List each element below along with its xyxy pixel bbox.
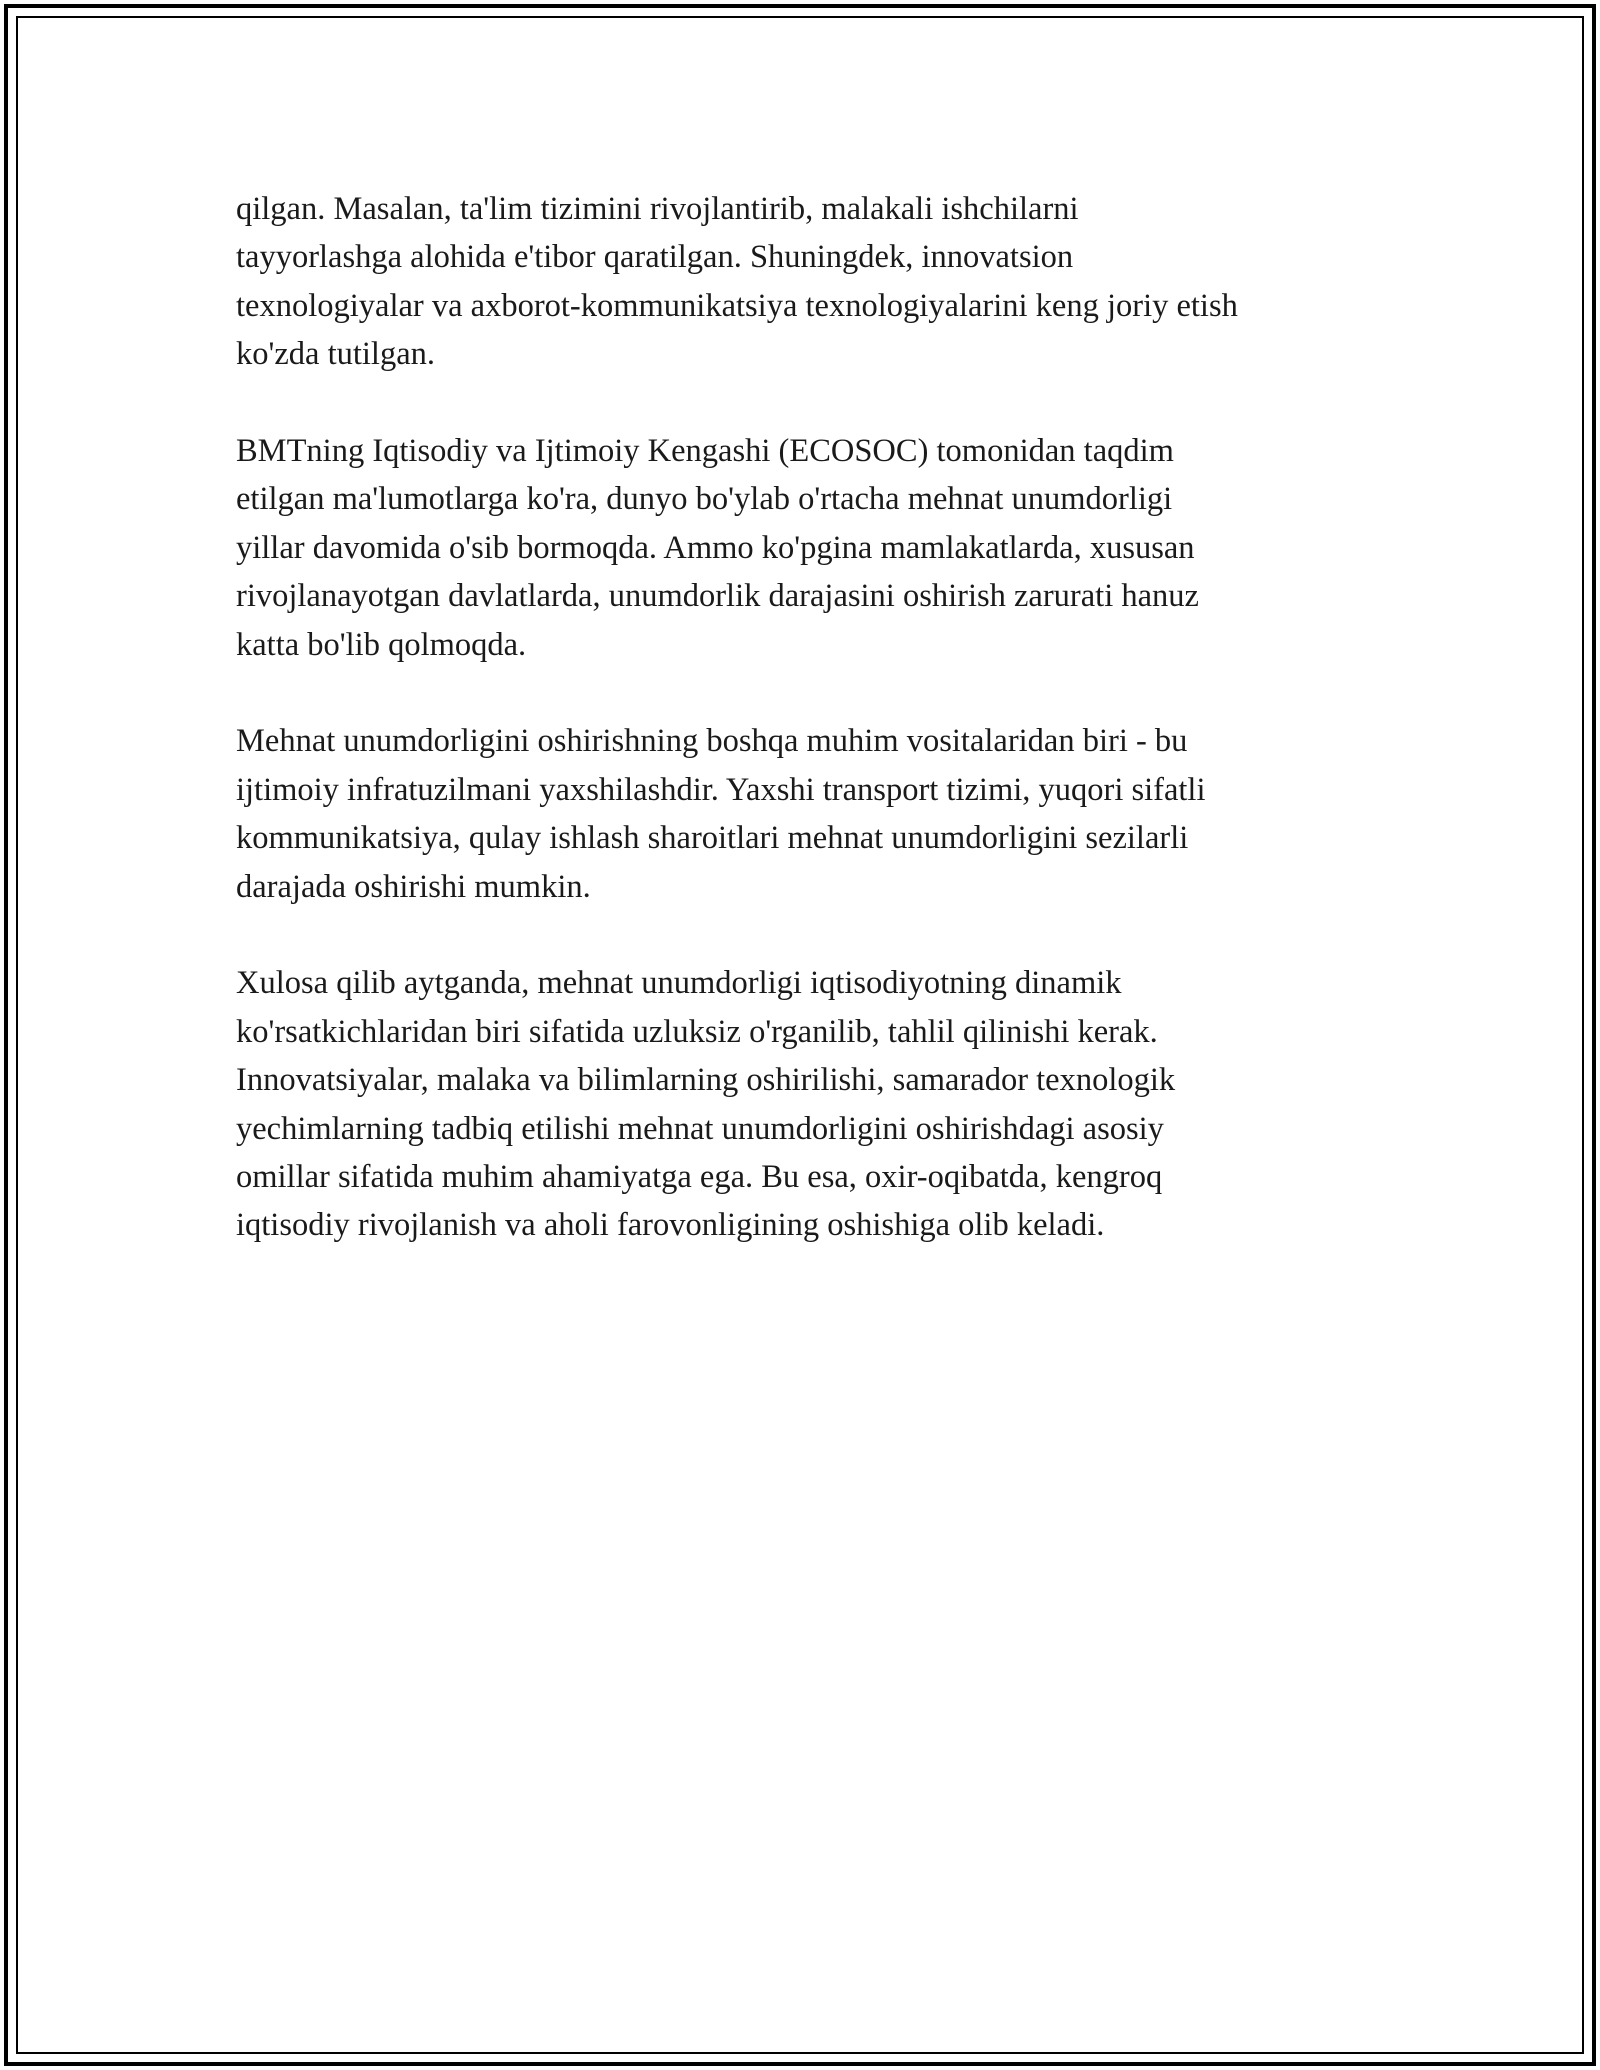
paragraph-1: qilgan. Masalan, ta'lim tizimini rivojlantirib, malakali ishchilarni tayyorlashga alohida e'tibor qaratilgan. Shuningdek, innovatsion texnologiyalar va axborot-kommunikatsiya texnologiyalarini keng joriy etish ko'zda tutilgan. — [236, 191, 1238, 373]
paragraph-3: Mehnat unumdorligini oshirishning boshqa muhim vositalaridan biri - bu ijtimoiy infratuzilmani yaxshilashdir. Yaxshi transport tizimi, yuqori sifatli kommunikatsiya, qulay ishlash sharoitlari mehnat unumdorligini sezilarli darajada oshirishi mumkin. — [236, 723, 1206, 905]
paragraph-2: BMTning Iqtisodiy va Ijtimoiy Kengashi (ECOSOC) tomonidan taqdim etilgan ma'lumotlarga ko'ra, dunyo bo'ylab o'rtacha mehnat unumdorligi yillar davomida o'sib bormoqda. Ammo ko'pgina mamlakatlarda, xususan rivojlanayotgan davlatlarda, unumdorlik darajasini oshirish zarurati hanuz katta bo'lib qolmoqda. — [236, 433, 1199, 663]
document-body — [236, 185, 1376, 1298]
paragraph-4: Xulosa qilib aytganda, mehnat unumdorligi iqtisodiyotning dinamik ko'rsatkichlaridan biri sifatida uzluksiz o'rganilib, tahlil qilinishi kerak. Innovatsiyalar, malaka va bilimlarning oshirilishi, samarador texnologik yechimlarning tadbiq etilishi mehnat unumdorligini oshirishdagi asosiy omillar sifatida muhim ahamiyatga ega. Bu esa, oxir-oqibatda, kengroq iqtisodiy rivojlanish va aholi farovonligining oshishiga olib keladi. — [236, 965, 1176, 1244]
